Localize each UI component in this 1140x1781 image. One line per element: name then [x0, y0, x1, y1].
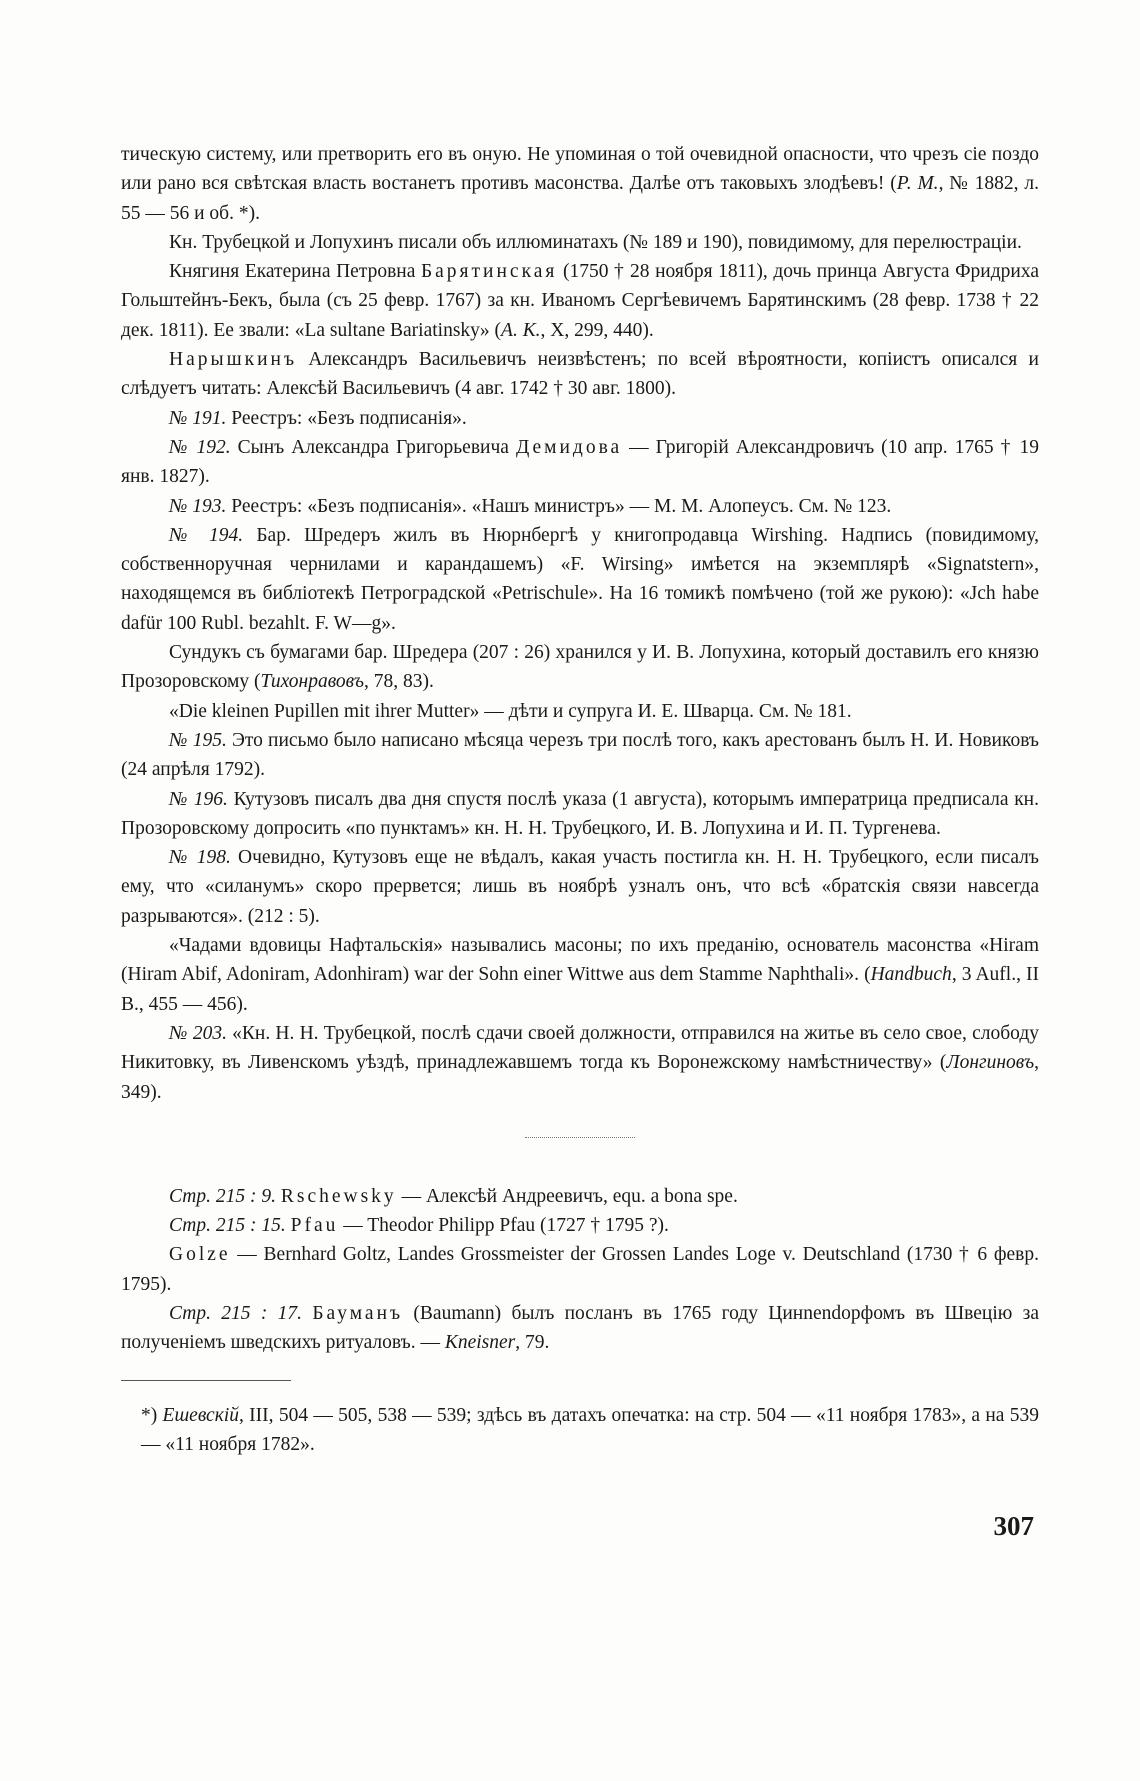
note-paragraph: № 194. Бар. Шредеръ жилъ въ Нюрнбергѣ у книгопродавца Wirshing. Надпись (повидимому, собственноручная чернилами и карандашемъ) «F. Wirsing» имѣется на экземплярѣ «Signatstern», находящемся въ библіотекѣ Петроградской «Petrischule». На 16 томикѣ помѣчено (той же рукою): «Jch habe dafür 100 Rubl. bezahlt. F. W—g».	[121, 524, 1039, 634]
page-reference-paragraph: Стр. 215 : 15. Pfau — Theodor Philipp Pfau (1727 † 1795 ?).	[169, 1215, 669, 1237]
footnote: *) Ешевскій, III, 504 — 505, 538 — 539; здѣсь въ датахъ опечатка: на стр. 504 — «11 ноября 1783», а на 539 — «11 ноября 1782».	[141, 1404, 1039, 1455]
note-paragraph: № 192. Сынъ Александра Григорьевича Демидова — Григорій Александровичъ (10 апр. 1765 † 19 янв. 1827).	[121, 436, 1039, 488]
note-paragraph: № 195. Это письмо было написано мѣсяца черезъ три послѣ того, какъ арестованъ былъ Н. И. Новиковъ (24 апрѣля 1792).	[121, 729, 1040, 781]
paragraph: «Чадами вдовицы Нафтальскія» назывались масоны; по ихъ преданію, основатель масонства «Hiram (Hiram Abif, Adoniram, Adonhiram) war der Sohn einer Wittwe aus dem Stamme Naphthali». (Handbuch, 3 Aufl., II B., 455 — 456).	[121, 935, 1039, 1015]
page-body	[121, 140, 1039, 1459]
page-reference-paragraph: Golze — Bernhard Goltz, Landes Grossmeister der Grossen Landes Loge v. Deutschland (1730 † 6 февр. 1795).	[121, 1244, 1039, 1295]
paragraph: Нарышкинъ Александръ Васильевичъ неизвѣстенъ; по всей вѣроятности, копіистъ описался и слѣдуетъ читать: Алексѣй Васильевичъ (4 авг. 1742 † 30 авг. 1800).	[121, 349, 1039, 400]
paragraph: Кн. Трубецкой и Лопухинъ писали объ иллюминатахъ (№ 189 и 190), повидимому, для перелюстраціи.	[169, 231, 1022, 253]
paragraph: «Die kleinen Pupillen mit ihrer Mutter» — дѣти и супруга И. Е. Шварца. См. № 181.	[169, 700, 852, 722]
paragraph: Сундукъ съ бумагами бар. Шредера (207 : 26) хранился у И. В. Лопухина, который доставилъ его князю Прозоровскому (Тихонравовъ, 78, 83).	[121, 642, 1039, 693]
section-separator	[525, 1137, 635, 1138]
page-number: 307	[993, 1511, 1034, 1541]
note-paragraph: № 191. Реестръ: «Безъ подписанія».	[169, 407, 467, 429]
note-paragraph: № 193. Реестръ: «Безъ подписанія». «Нашъ министръ» — М. М. Алопеусъ. См. № 123.	[169, 495, 892, 517]
paragraph: Княгиня Екатерина Петровна Барятинская (1750 † 28 ноября 1811), дочь принца Августа Фридриха Гольштейнъ-Бекъ, была (съ 25 февр. 1767) за кн. Иваномъ Сергѣевичемъ Барятинскимъ (28 февр. 1738 † 22 дек. 1811). Ее звали: «La sultane Bariatinsky» (А. К., X, 299, 440).	[121, 261, 1039, 341]
footnote-rule	[121, 1380, 291, 1381]
page-reference-paragraph: Стр. 215 : 9. Rschewsky — Алексѣй Андреевичъ, equ. a bona spe.	[169, 1185, 738, 1207]
page-reference-paragraph: Стр. 215 : 17. Бауманъ (Baumann) былъ посланъ въ 1765 году Цинnendорфомъ въ Швецію за полученіемъ шведскихъ ритуаловъ. — Kneisner, 79.	[121, 1302, 1039, 1354]
note-paragraph: № 198. Очевидно, Кутузовъ еще не вѣдалъ, какая участь постигла кн. Н. Н. Трубецкого, если писалъ ему, что «силанумъ» скоро прервется; лишь въ ноябрѣ узналъ онъ, что всѣ «братскія связи навсегда разрываются». (212 : 5).	[121, 847, 1039, 927]
note-paragraph: № 196. Кутузовъ писалъ два дня спустя послѣ указа (1 августа), которымъ императрица предписала кн. Прозоровскому допросить «по пунктамъ» кн. Н. Н. Трубецкого, И. В. Лопухина и И. П. Тургенева.	[121, 788, 1039, 839]
note-paragraph: № 203. «Кн. Н. Н. Трубецкой, послѣ сдачи своей должности, отправился на житье въ село свое, слободу Никитовку, въ Ливенскомъ уѣздѣ, принадлежавшемъ тогда къ Воронежскому намѣстничеству» (Лонгиновъ, 349).	[121, 1022, 1039, 1103]
paragraph: тическую систему, или претворить его въ оную. Не упоминая о той очевидной опасности, что чрезъ сіе поздо или рано вся свѣтская власть востанетъ противъ масонства. Далѣе отъ таковыхъ злодѣевъ! (Р. М., № 1882, л. 55 — 56 и об. *).	[121, 144, 1040, 224]
